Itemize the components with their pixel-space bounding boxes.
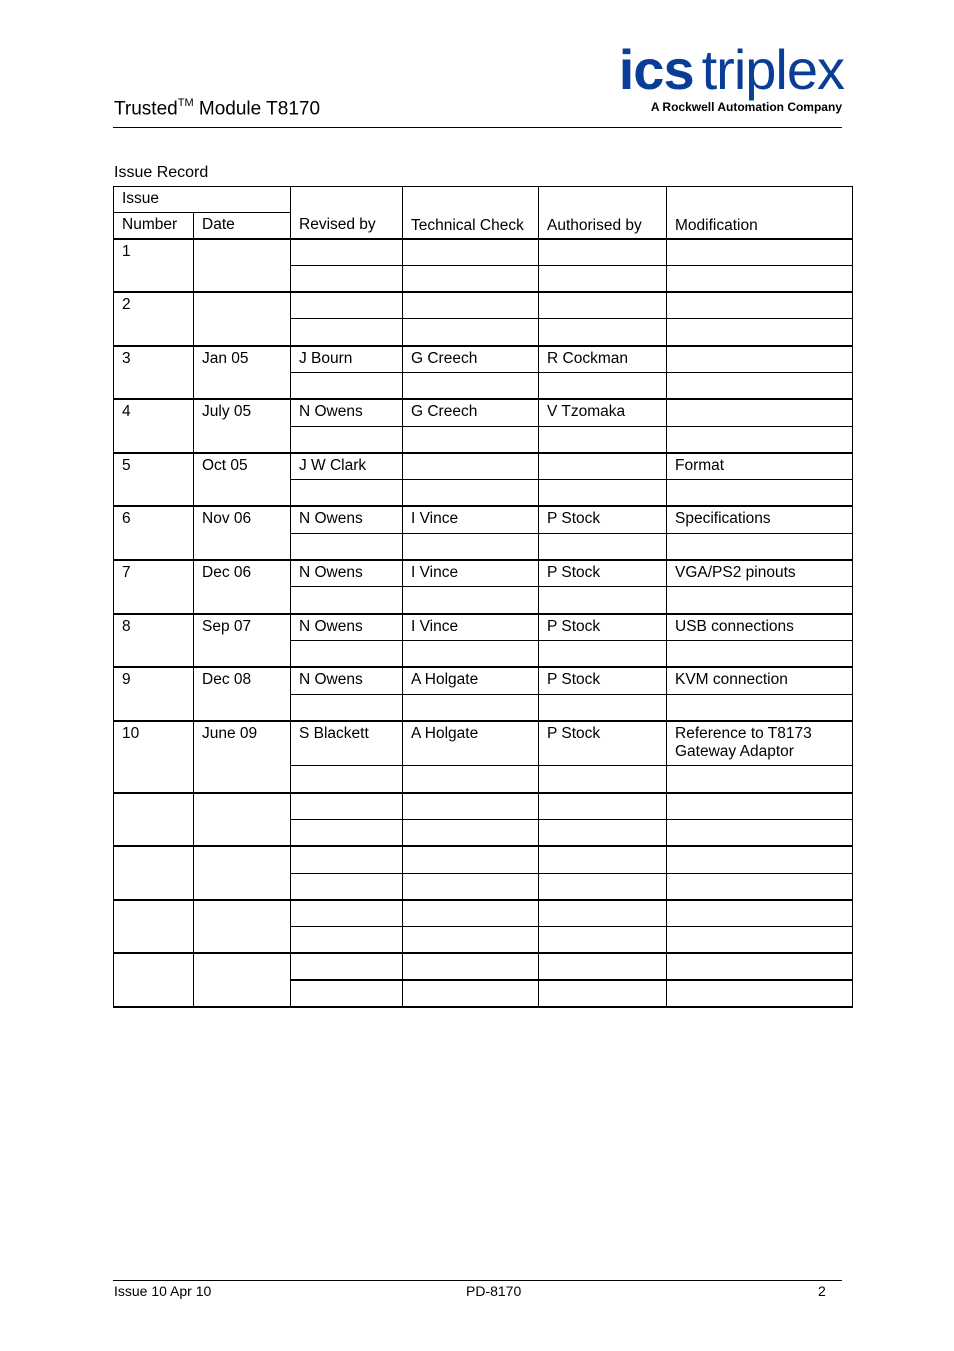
issue-date-cell (194, 793, 291, 847)
header-rule (113, 127, 842, 128)
issue-technical-cell: I Vince (403, 614, 539, 641)
issue-date-cell (194, 239, 291, 293)
issue-table-body (114, 187, 853, 1008)
table-row (114, 793, 853, 820)
empty-cell (291, 533, 403, 560)
header-revised-by: Revised by (291, 213, 403, 239)
table-header-row-1 (114, 187, 853, 213)
issue-date-cell: June 09 (194, 721, 291, 793)
empty-cell (667, 587, 853, 614)
empty-cell (403, 265, 539, 292)
issue-number-cell: 3 (114, 346, 194, 400)
issue-modification-cell: VGA/PS2 pinouts (667, 560, 853, 587)
issue-date-cell (194, 900, 291, 954)
header-modification: Modification (667, 187, 853, 239)
issue-authorised-cell (539, 953, 667, 980)
issue-modification-cell (667, 239, 853, 266)
footer-page-number: 2 (818, 1283, 826, 1299)
issue-authorised-cell: P Stock (539, 667, 667, 694)
header-issue-cell: Issue (114, 187, 291, 213)
issue-authorised-cell: V Tzomaka (539, 399, 667, 426)
issue-technical-cell (403, 292, 539, 319)
issue-technical-cell: A Holgate (403, 721, 539, 766)
issue-technical-cell: I Vince (403, 560, 539, 587)
table-row (114, 506, 853, 533)
footer-document-number: PD-8170 (466, 1283, 522, 1299)
empty-cell (403, 533, 539, 560)
empty-cell (667, 640, 853, 667)
issue-date-cell: Nov 06 (194, 506, 291, 560)
issue-technical-cell: A Holgate (403, 667, 539, 694)
issue-revised-cell (291, 292, 403, 319)
empty-cell (403, 372, 539, 399)
empty-cell (667, 319, 853, 346)
table-row (114, 292, 853, 319)
table-row (114, 560, 853, 587)
empty-cell (539, 533, 667, 560)
empty-cell (403, 980, 539, 1007)
issue-revised-cell (291, 953, 403, 980)
issue-modification-cell (667, 292, 853, 319)
empty-cell (291, 587, 403, 614)
title-prefix: Trusted (114, 98, 178, 120)
issue-modification-cell (667, 953, 853, 980)
issue-authorised-cell: P Stock (539, 614, 667, 641)
issue-date-cell: Jan 05 (194, 346, 291, 400)
header-empty-cell (291, 187, 403, 213)
empty-cell (291, 980, 403, 1007)
issue-date-cell (194, 846, 291, 900)
empty-cell (539, 319, 667, 346)
empty-cell (539, 873, 667, 900)
issue-date-cell: Dec 08 (194, 667, 291, 721)
issue-revised-cell: N Owens (291, 506, 403, 533)
issue-authorised-cell: P Stock (539, 506, 667, 533)
empty-cell (291, 766, 403, 793)
logo-brand-light: triplex (701, 38, 844, 101)
table-row (114, 721, 853, 766)
empty-cell (539, 927, 667, 954)
table-row (114, 900, 853, 927)
issue-revised-cell: N Owens (291, 560, 403, 587)
header-date: Date (194, 213, 291, 239)
table-row (114, 614, 853, 641)
issue-revised-cell (291, 900, 403, 927)
table-row (114, 346, 853, 373)
empty-cell (667, 694, 853, 721)
issue-modification-cell: Reference to T8173 Gateway Adaptor (667, 721, 853, 766)
empty-cell (539, 766, 667, 793)
empty-cell (667, 533, 853, 560)
table-row (114, 667, 853, 694)
document-title (114, 98, 320, 120)
empty-cell (539, 819, 667, 846)
empty-cell (403, 426, 539, 453)
empty-cell (667, 480, 853, 507)
issue-revised-cell (291, 793, 403, 820)
empty-cell (667, 265, 853, 292)
issue-revised-cell: N Owens (291, 667, 403, 694)
issue-number-cell: 2 (114, 292, 194, 346)
issue-number-cell (114, 793, 194, 847)
issue-modification-cell (667, 346, 853, 373)
issue-technical-cell: G Creech (403, 399, 539, 426)
issue-modification-cell (667, 399, 853, 426)
empty-cell (291, 640, 403, 667)
issue-number-cell: 9 (114, 667, 194, 721)
issue-number-cell (114, 953, 194, 1007)
empty-cell (291, 372, 403, 399)
empty-cell (667, 927, 853, 954)
empty-cell (291, 480, 403, 507)
empty-cell (667, 426, 853, 453)
issue-revised-cell (291, 239, 403, 266)
issue-modification-cell: Format (667, 453, 853, 480)
issue-number-cell (114, 846, 194, 900)
empty-cell (291, 426, 403, 453)
issue-revised-cell: S Blackett (291, 721, 403, 766)
empty-cell (539, 372, 667, 399)
empty-cell (539, 426, 667, 453)
empty-cell (403, 480, 539, 507)
issue-authorised-cell (539, 846, 667, 873)
header-number: Number (114, 213, 194, 239)
issue-revised-cell (291, 846, 403, 873)
empty-cell (667, 819, 853, 846)
issue-number-cell: 8 (114, 614, 194, 668)
empty-cell (403, 873, 539, 900)
issue-record-table (113, 186, 853, 1008)
issue-number-cell: 1 (114, 239, 194, 293)
empty-cell (291, 694, 403, 721)
empty-cell (539, 640, 667, 667)
empty-cell (403, 766, 539, 793)
issue-authorised-cell: R Cockman (539, 346, 667, 373)
issue-revised-cell: N Owens (291, 614, 403, 641)
issue-technical-cell (403, 453, 539, 480)
issue-number-cell: 5 (114, 453, 194, 507)
issue-number-cell: 10 (114, 721, 194, 793)
issue-technical-cell: G Creech (403, 346, 539, 373)
logo-brand-bold: ics (618, 38, 694, 101)
issue-authorised-cell (539, 453, 667, 480)
issue-revised-cell: N Owens (291, 399, 403, 426)
issue-date-cell: Sep 07 (194, 614, 291, 668)
issue-modification-cell (667, 846, 853, 873)
issue-technical-cell (403, 953, 539, 980)
issue-authorised-cell: P Stock (539, 560, 667, 587)
empty-cell (667, 372, 853, 399)
issue-number-cell: 7 (114, 560, 194, 614)
issue-date-cell: Oct 05 (194, 453, 291, 507)
issue-technical-cell (403, 900, 539, 927)
issue-date-cell: Dec 06 (194, 560, 291, 614)
table-row (114, 239, 853, 266)
table-row (114, 846, 853, 873)
empty-cell (403, 587, 539, 614)
empty-cell (539, 980, 667, 1007)
section-label: Issue Record (114, 164, 209, 181)
header-authorised-by: Authorised by (539, 187, 667, 239)
issue-modification-cell (667, 900, 853, 927)
empty-cell (403, 819, 539, 846)
issue-date-cell (194, 292, 291, 346)
empty-cell (291, 819, 403, 846)
issue-date-cell: July 05 (194, 399, 291, 453)
empty-cell (539, 480, 667, 507)
empty-cell (539, 694, 667, 721)
empty-cell (403, 319, 539, 346)
logo-tagline: A Rockwell Automation Company (650, 100, 842, 114)
issue-modification-cell: Specifications (667, 506, 853, 533)
issue-revised-cell: J W Clark (291, 453, 403, 480)
empty-cell (403, 694, 539, 721)
issue-number-cell: 6 (114, 506, 194, 560)
footer-issue: Issue 10 Apr 10 (114, 1283, 212, 1299)
issue-authorised-cell (539, 900, 667, 927)
issue-technical-cell (403, 793, 539, 820)
issue-authorised-cell (539, 292, 667, 319)
issue-technical-cell: I Vince (403, 506, 539, 533)
issue-authorised-cell (539, 239, 667, 266)
issue-number-cell: 4 (114, 399, 194, 453)
empty-cell (291, 265, 403, 292)
empty-cell (667, 980, 853, 1007)
issue-date-cell (194, 953, 291, 1007)
table-row (114, 953, 853, 980)
ics-triplex-logo (612, 40, 844, 120)
empty-cell (539, 587, 667, 614)
logo-wordmark (619, 40, 844, 100)
issue-revised-cell: J Bourn (291, 346, 403, 373)
issue-number-cell (114, 900, 194, 954)
trademark-superscript: TM (177, 97, 194, 109)
issue-modification-cell (667, 793, 853, 820)
empty-cell (291, 873, 403, 900)
issue-modification-cell: USB connections (667, 614, 853, 641)
issue-authorised-cell (539, 793, 667, 820)
empty-cell (667, 873, 853, 900)
table-row (114, 399, 853, 426)
table-row (114, 453, 853, 480)
empty-cell (667, 766, 853, 793)
empty-cell (291, 319, 403, 346)
footer-rule (113, 1280, 842, 1281)
issue-modification-cell: KVM connection (667, 667, 853, 694)
empty-cell (291, 927, 403, 954)
header-technical-check: Technical Check (403, 187, 539, 239)
title-suffix: Module T8170 (193, 98, 321, 120)
empty-cell (403, 640, 539, 667)
issue-technical-cell (403, 846, 539, 873)
issue-technical-cell (403, 239, 539, 266)
issue-authorised-cell: P Stock (539, 721, 667, 766)
empty-cell (403, 927, 539, 954)
empty-cell (539, 265, 667, 292)
